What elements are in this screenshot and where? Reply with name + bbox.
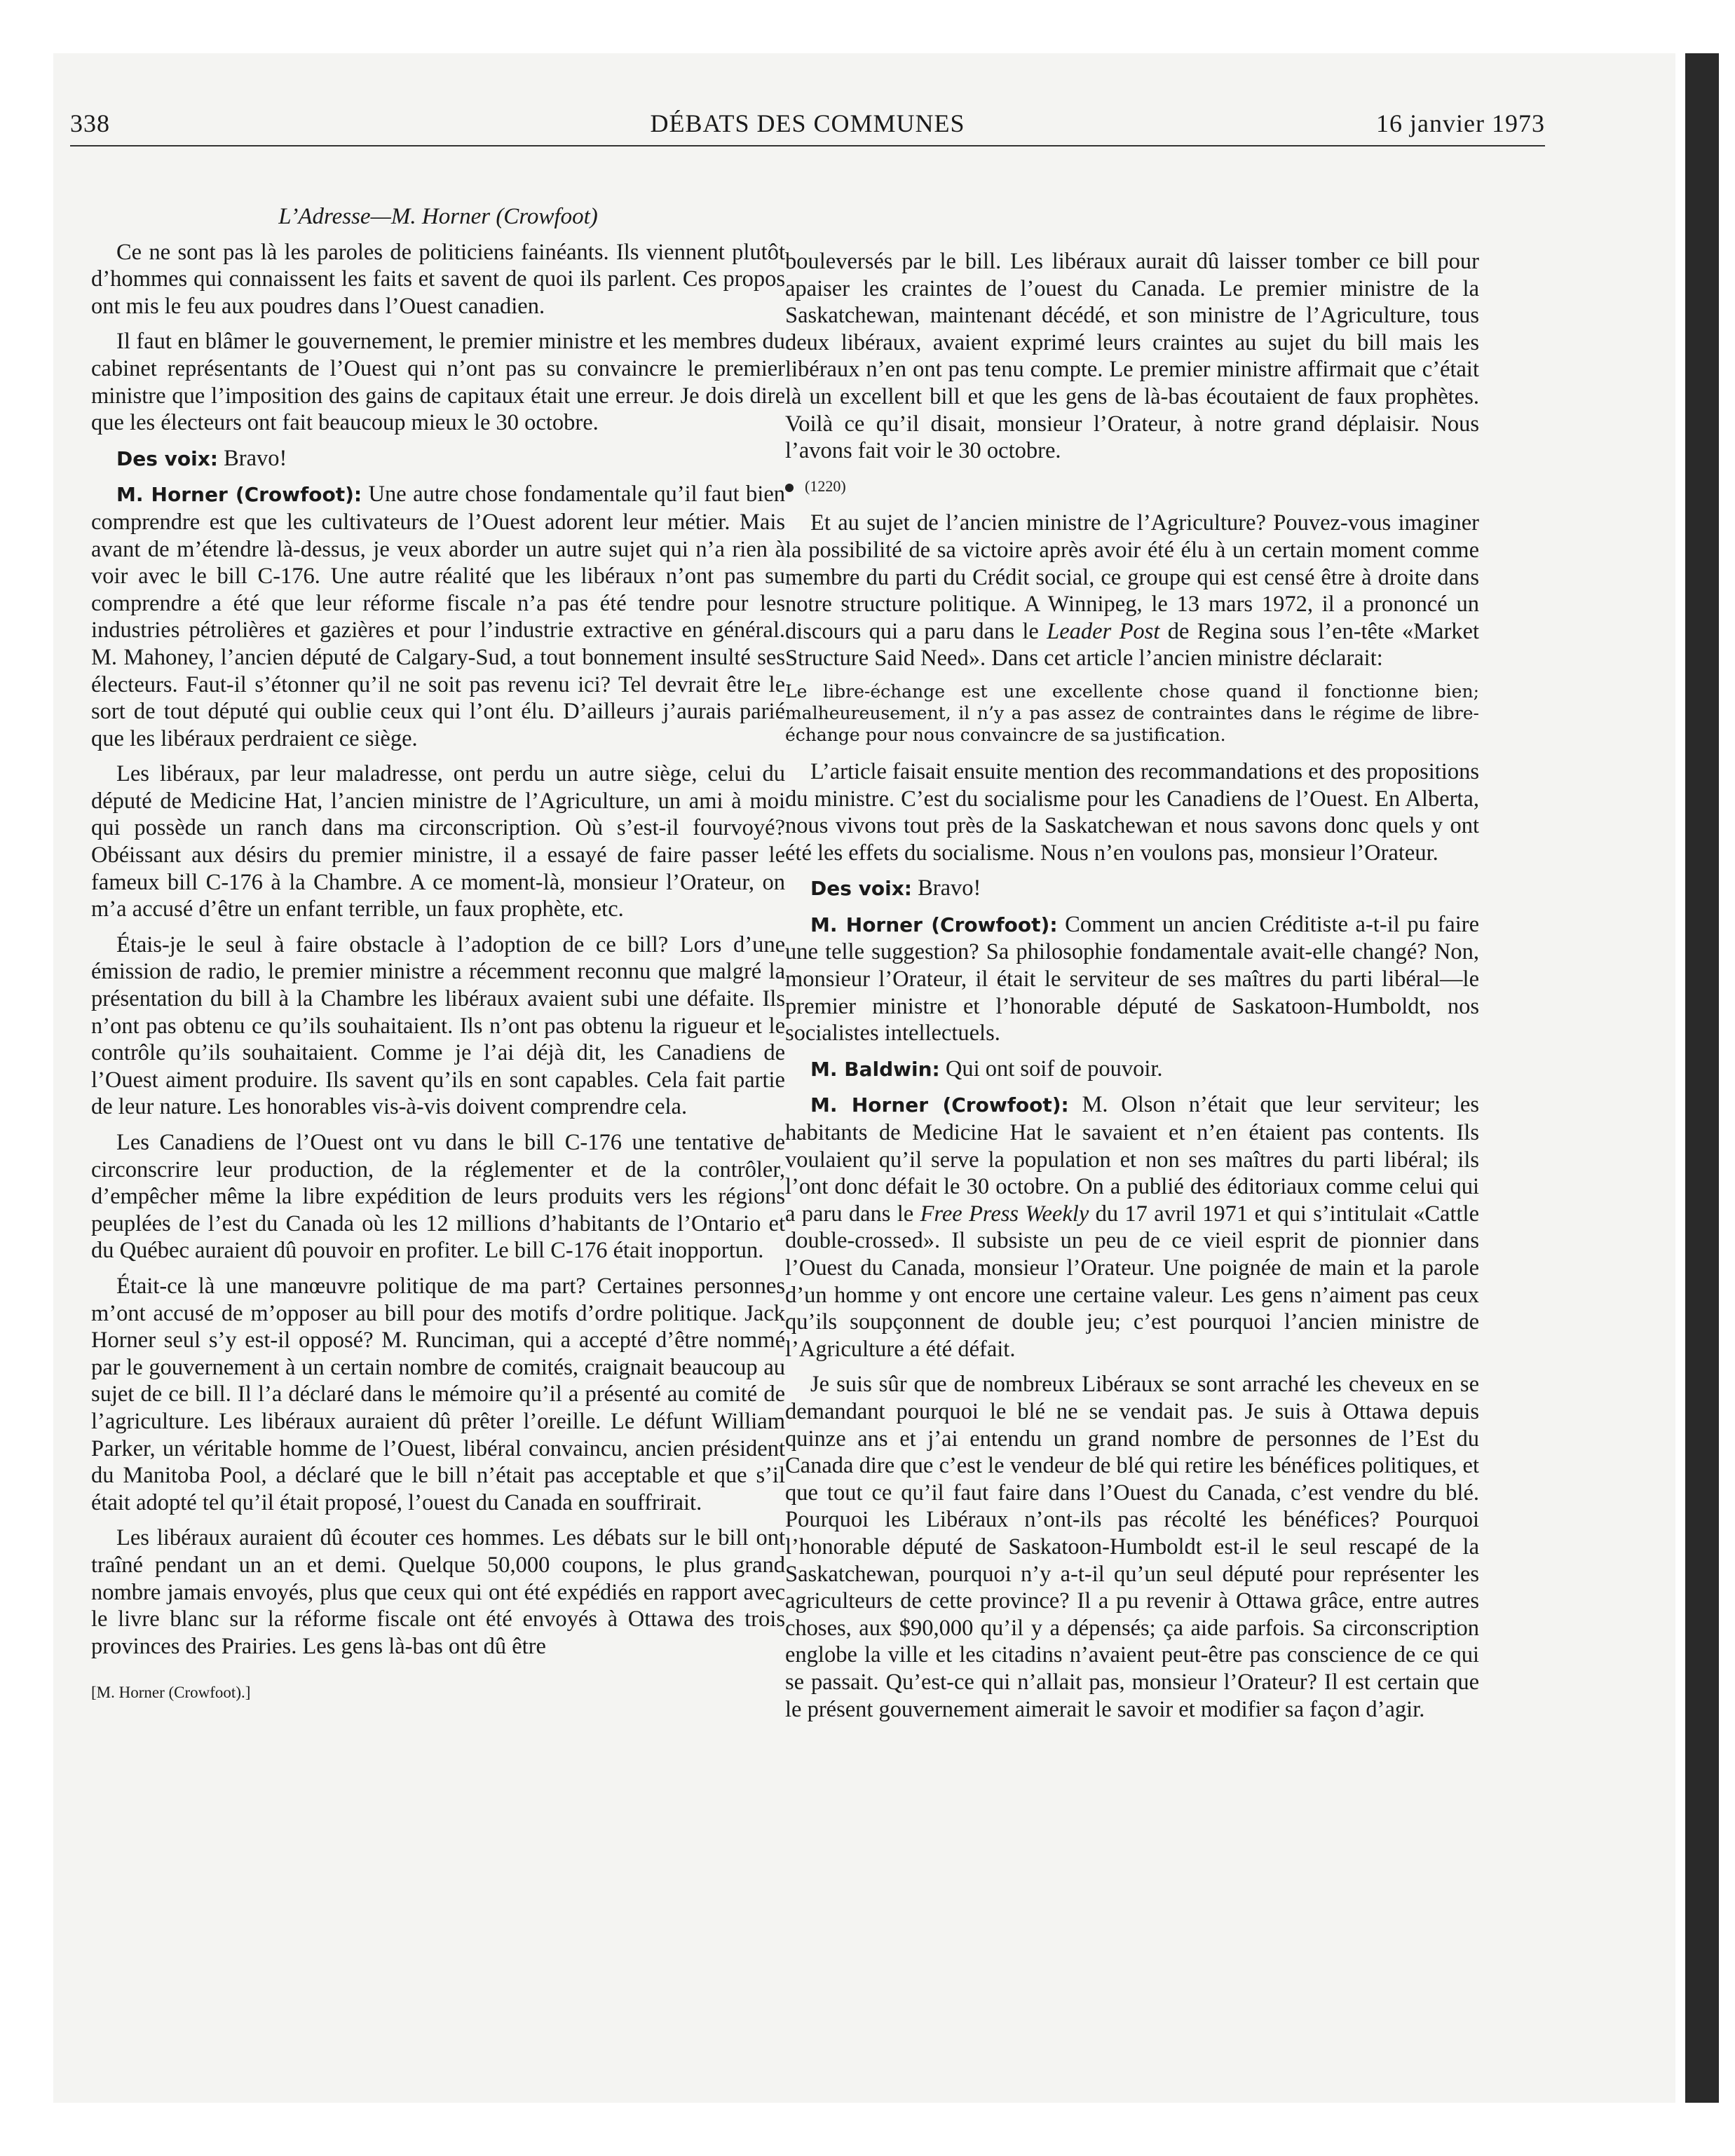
publication-title: DÉBATS DES COMMUNES — [650, 109, 965, 137]
speech-text: Bravo! — [218, 445, 287, 471]
page-header — [70, 102, 1545, 146]
right-column — [785, 248, 1479, 1731]
section-subhead: L’Adresse—M. Horner (Crowfoot) — [278, 204, 598, 229]
block-quote: Le libre-échange est une excellente chose quand il fonctionne bien; malheureusement, il n’y a pas assez de contraintes dans le régime de libre-échange pour nous convaincre de sa justification. — [785, 681, 1479, 745]
page-date: 16 janvier 1973 — [1376, 109, 1545, 137]
interjection — [91, 445, 785, 473]
paragraph: Il faut en blâmer le gouvernement, le premier ministre et les membres du cabinet représentants de l’Ouest qui n’ont pas su convaincre le premier ministre que l’imposition des gains de capitaux était une erreur. Je dois dire que les électeurs ont fait beaucoup mieux le 30 octobre. — [91, 329, 785, 436]
interjection — [785, 1056, 1479, 1084]
speaker-name: M. Horner (Crowfoot): — [810, 913, 1058, 936]
paragraph: Ce ne sont pas là les paroles de politiciens fainéants. Ils viennent plutôt d’hommes qui connaissent les faits et savent de quoi ils parlent. Ces propos ont mis le feu aux poudres dans l’Ouest canadien. — [91, 239, 785, 319]
paragraph: Étais-je le seul à faire obstacle à l’adoption de ce bill? Lors d’une émission de radio, le premier ministre a récemment reconnu que malgré la présentation du bill à la Chambre les libéraux avaient subi une défaite. Ils n’ont pas obtenu ce qu’ils souhaitaient. Ils n’ont pas obtenu la rigueur et le contrôle qu’ils souhaitaient. Comme je l’ai déjà dit, les Canadiens de l’Ouest aiment produire. Ils savent qu’ils en sont capables. Cela fait partie de leur nature. Les honorables vis-à-vis doivent comprendre cela. — [91, 932, 785, 1120]
speaker-name: M. Horner (Crowfoot): — [810, 1093, 1069, 1117]
publication-name: Free Press Weekly — [920, 1201, 1089, 1227]
speaker-footer: [M. Horner (Crowfoot).] — [91, 1684, 251, 1702]
scan-edge-bar — [1685, 53, 1719, 2103]
speech-paragraph — [785, 911, 1479, 1047]
speech-paragraph — [91, 481, 785, 752]
speaker-name: Des voix: — [810, 877, 912, 901]
publication-name: Leader Post — [1047, 618, 1160, 644]
speaker-name: M. Baldwin: — [810, 1057, 940, 1081]
speech-paragraph — [785, 1091, 1479, 1363]
paragraph: Était-ce là une manœuvre politique de ma part? Certaines personnes m’ont accusé de m’opposer au bill pour des motifs d’ordre politique. Jack Horner seul s’y est-il opposé? M. Runciman, qui a accepté d’être nommé par le gouvernement à un certain nombre de comités, craignait beaucoup au sujet de ce bill. Il l’a déclaré dans le mémoire qu’il a présenté au comité de l’agriculture. Les libéraux auraient dû prêter l’oreille. Le défunt William Parker, un véritable homme de l’Ouest, libéral convaincu, ancien président du Manitoba Pool, a déclaré que le bill n’était pas acceptable et que s’il était adopté tel qu’il était proposé, l’ouest du Canada en souffrirait. — [91, 1273, 785, 1515]
text-span: de Regina sous l’en-tête «Market Structure Said Need». Dans cet article l’ancien ministre déclarait: — [785, 618, 1479, 671]
page-number: 338 — [70, 109, 110, 137]
paragraph: bouleversés par le bill. Les libéraux aurait dû laisser tomber ce bill pour apaiser les craintes de l’ouest du Canada. Le premier ministre de la Saskatchewan, maintenant décédé, et son ministre de l’Agriculture, tous deux libéraux, avaient exprimé leurs craintes au sujet du bill mais les libéraux n’en ont pas tenu compte. Le premier ministre affirmait que c’était là un excellent bill et que les gens de là-bas écoutaient de faux prophètes. Voilà ce qu’il disait, monsieur l’Orateur, à notre grand déplaisir. Nous l’avons fait voir le 30 octobre. — [785, 249, 1479, 464]
text-span: Et au sujet de l’ancien ministre de l’Agriculture? Pouvez-vous imaginer la possibilité de sa victoire après avoir été élu à un certain moment comme membre du parti du Crédit social, ce groupe qui est censé être à droite dans notre structure politique. A Winnipeg, le 13 mars 1972, il a prononcé un discours qui a paru dans le — [785, 510, 1479, 644]
speech-text: du 17 avril 1971 et qui s’intitulait «Cattle double-crossed». Il subsiste un peu de ce vieil esprit de pionnier dans l’Ouest du Canada, monsieur l’Orateur. Une poignée de main et la parole d’un homme y ont encore une certaine valeur. Les gens n’aiment pas ceux qu’ils soupçonnent de double jeu; c’est pourquoi l’ancien ministre de l’Agriculture a été défait. — [785, 1201, 1480, 1362]
interjection — [785, 875, 1479, 903]
speech-text: Comment un ancien Créditiste a-t-il pu faire une telle suggestion? Sa philosophie fondamentale avait-elle changé? Non, monsieur l’Orateur, il était le serviteur de ses maîtres du parti libéral—le premier ministre et l’honorable député de Saskatoon-Humboldt, nos socialistes intellectuels. — [785, 911, 1479, 1046]
paragraph: Je suis sûr que de nombreux Libéraux se sont arraché les cheveux en se demandant pourquoi le blé ne se vendait pas. Je suis à Ottawa depuis quinze ans et j’ai entendu un grand nombre de personnes de l’Est du Canada dire que c’est le vendeur de blé qui retire les bénéfices politiques, et que tout ce qu’il faut faire dans l’Ouest du Canada, c’est vendre du blé. Pourquoi les Libéraux n’ont-ils pas récolté les bénéfices? Pourquoi l’honorable député de Saskatoon-Humboldt est-il le seul rescapé de la Saskatchewan, pourquoi n’y a-t-il qu’un seul député pour représenter les agriculteurs de cette province? Il a pu revenir à Ottawa grâce, entre autres choses, aux $90,000 qu’il y a dépensés; ça aide parfois. Sa circonscription englobe la ville et les citadins n’avaient peut-être pas conscience de ce qui se passait. Qu’est-ce qui n’allait pas, monsieur l’Orateur? Il est certain que le présent gouvernement aimerait le savoir et modifier sa façon d’agir. — [785, 1372, 1479, 1722]
speaker-name: Des voix: — [116, 446, 218, 470]
speech-text: Une autre chose fondamentale qu’il faut bien comprendre est que les cultivateurs de l’Ouest adorent leur métier. Mais avant de m’étendre là-dessus, je veux aborder un autre sujet qui n’a rien à voir avec le bill C-176. Une autre réalité que les libéraux n’ont pas su comprendre a été que leur réforme fiscale n’a pas été tendre pour les industries pétrolières et gazières et pour l’industrie extractive en général. M. Mahoney, l’ancien député de Calgary-Sud, a tout bonnement insulté ses électeurs. Faut-il s’étonner qu’il ne soit pas revenu ici? Tel devrait être le sort de tout député qui oublie ceux qui l’ont élu. D’ailleurs j’aurais parié que les libéraux perdraient ce siège. — [91, 482, 785, 751]
speaker-name: M. Horner (Crowfoot): — [116, 483, 362, 507]
speech-text: Bravo! — [912, 875, 981, 901]
paragraph: Les libéraux, par leur maladresse, ont perdu un autre siège, celui du député de Medicine Hat, l’ancien ministre de l’Agriculture, un ami à moi qui possède un ranch dans ma circonscription. Où s’est-il fourvoyé? Obéissant aux désirs du premier ministre, il a essayé de faire passer le fameux bill C-176 à la Chambre. A ce moment-là, monsieur l’Orateur, on m’a accusé d’être un enfant terrible, un faux prophète, etc. — [91, 761, 785, 922]
time-marker — [785, 473, 1479, 500]
bullet-icon — [785, 484, 794, 492]
paragraph — [785, 510, 1479, 672]
speech-text: M. Olson n’était que leur serviteur; les habitants de Medicine Hat le savaient et n’en étaient pas contents. Ils voulaient qu’il serve la population et non ses maîtres du parti libéral; ils l’ont donc défait le 30 octobre. On a publié des éditoriaux comme celui qui a paru dans le — [785, 1092, 1480, 1227]
paragraph: Les Canadiens de l’Ouest ont vu dans le bill C-176 une tentative de circonscrire leur production, de la réglementer et de la contrôler, d’empêcher même la libre expédition de leurs produits vers les régions peuplées de l’est du Canada où les 12 millions d’habitants de l’Ontario et du Québec auraient dû pouvoir en profiter. Le bill C-176 était inopportun. — [91, 1130, 785, 1264]
speech-text: Qui ont soif de pouvoir. — [939, 1056, 1163, 1082]
paragraph: L’article faisait ensuite mention des recommandations et des propositions du ministre. C’est du socialisme pour les Canadiens de l’Ouest. En Alberta, nous vivons tout près de la Saskatchewan et nous savons donc quels y ont été les effets du socialisme. Nous n’en voulons pas, monsieur l’Orateur. — [785, 758, 1479, 866]
time-marker-text: (1220) — [805, 477, 846, 495]
paragraph: Les libéraux auraient dû écouter ces hommes. Les débats sur le bill ont traîné pendant un an et demi. Quelque 50,000 coupons, le plus grand nombre jamais envoyés, plus que ceux qui ont été expédiés en rapport avec le livre blanc sur la réforme fiscale ont été envoyés à Ottawa des trois provinces des Prairies. Les gens là-bas ont dû être — [91, 1525, 785, 1659]
left-column — [91, 203, 785, 1715]
